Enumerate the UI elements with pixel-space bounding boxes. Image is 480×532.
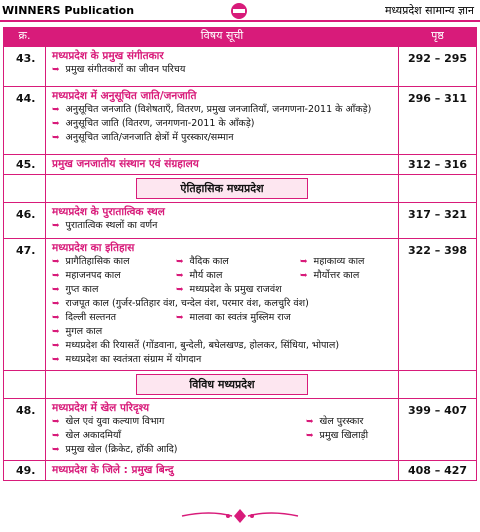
row-pages: 408 – 427	[399, 461, 477, 481]
table-row	[4, 461, 477, 481]
header-rule	[0, 20, 480, 22]
row-topic	[46, 461, 399, 481]
chapter-title: मध्यप्रदेश में खेल परिदृश्य	[52, 402, 150, 414]
section-row	[4, 371, 477, 399]
list-item: ➥ प्रमुख खेल (क्रिकेट, हॉकी आदि)	[52, 444, 178, 455]
arrow-bullet-icon: ➥	[52, 327, 60, 337]
arrow-bullet-icon: ➥	[176, 285, 184, 295]
table-row	[4, 399, 477, 461]
section-title: ऐतिहासिक मध्यप्रदेश	[136, 178, 308, 199]
list-item: ➥ अनुसूचित जनजाति (विशेषताएँ, वितरण, प्रमुख जनजातियाँ, जनगणना-2011 के आँकड़े)	[52, 104, 372, 115]
list-item: ➥ मौर्य काल	[176, 270, 223, 281]
row-topic	[46, 155, 399, 175]
table-row	[4, 155, 477, 175]
arrow-bullet-icon: ➥	[176, 313, 184, 323]
arrow-bullet-icon: ➥	[300, 271, 308, 281]
list-item: ➥ अनुसूचित जाति/जनजाति क्षेत्रों में पुरस्कार/सम्मान	[52, 132, 234, 143]
row-pages: 296 – 311	[399, 87, 477, 155]
row-topic	[46, 47, 399, 87]
arrow-bullet-icon: ➥	[52, 257, 60, 267]
row-pages: 322 – 398	[399, 239, 477, 371]
arrow-bullet-icon: ➥	[176, 257, 184, 267]
list-item: ➥ प्रमुख खिलाड़ी	[306, 430, 369, 441]
row-pages: 292 – 295	[399, 47, 477, 87]
list-item: ➥ मध्यप्रदेश का स्वतंत्रता संग्राम में योगदान	[52, 354, 202, 365]
arrow-bullet-icon: ➥	[52, 445, 60, 455]
arrow-bullet-icon: ➥	[306, 431, 314, 441]
row-pages: 399 – 407	[399, 399, 477, 461]
chapter-title: मध्यप्रदेश का इतिहास	[52, 242, 135, 254]
chapter-title: मध्यप्रदेश में अनुसूचित जाति/जनजाति	[52, 90, 197, 102]
sultanate-row	[46, 311, 398, 325]
arrow-bullet-icon: ➥	[52, 417, 60, 427]
arrow-bullet-icon: ➥	[306, 417, 314, 427]
table-row	[4, 203, 477, 239]
page-header	[0, 0, 480, 22]
arrow-bullet-icon: ➥	[52, 431, 60, 441]
list-item: ➥ मौर्योत्तर काल	[300, 270, 360, 281]
arrow-bullet-icon: ➥	[52, 105, 60, 115]
chapter-title: प्रमुख जनजातीय संस्थान एवं संग्रहालय	[52, 158, 199, 170]
list-item: ➥ मध्यप्रदेश की रियासतें (गोंडवाना, बुन्देली, बघेलखण्ड, होलकर, सिंधिया, भोपाल)	[52, 340, 340, 351]
section-row	[4, 175, 477, 203]
row-topic	[46, 87, 399, 155]
row-pages: 317 – 321	[399, 203, 477, 239]
list-item: ➥ अनुसूचित जाति (वितरण, जनगणना-2011 के आँकड़े)	[52, 118, 255, 129]
list-item: ➥ महाजनपद काल	[52, 270, 121, 281]
list-item: ➥ मालवा का स्वतंत्र मुस्लिम राज	[176, 312, 291, 323]
history-period-grid	[46, 255, 398, 297]
table-row	[4, 87, 477, 155]
arrow-bullet-icon: ➥	[52, 285, 60, 295]
section-title: विविध मध्यप्रदेश	[136, 374, 308, 395]
publisher-name: WINNERS Publication	[2, 4, 135, 17]
winners-logo-icon	[229, 2, 249, 20]
list-item: ➥ खेल पुरस्कार	[306, 416, 364, 427]
arrow-bullet-icon: ➥	[52, 341, 60, 351]
list-item: ➥ पुरातात्विक स्थलों का वर्णन	[52, 220, 158, 231]
arrow-bullet-icon: ➥	[52, 65, 60, 75]
row-number: 43.	[4, 47, 46, 87]
list-item: ➥ मुगल काल	[52, 326, 103, 337]
table-row	[4, 47, 477, 87]
arrow-bullet-icon: ➥	[52, 133, 60, 143]
footer-ornament-icon	[180, 506, 300, 526]
list-item: ➥ राजपूत काल (गुर्जर-प्रतिहार वंश, चन्देल वंश, परमार वंश, कलचुरि वंश)	[52, 298, 309, 309]
chapter-title: मध्यप्रदेश के जिले : प्रमुख बिन्दु	[52, 464, 174, 476]
col-header-topic: विषय सूची	[46, 28, 399, 47]
row-number: 45.	[4, 155, 46, 175]
col-header-no: क्र.	[4, 28, 46, 47]
arrow-bullet-icon: ➥	[52, 313, 60, 323]
list-item: ➥ खेल एवं युवा कल्याण विभाग	[52, 416, 165, 427]
row-topic	[46, 203, 399, 239]
list-item: ➥ वैदिक काल	[176, 256, 229, 267]
list-item: ➥ प्रमुख संगीतकारों का जीवन परिचय	[52, 64, 186, 75]
arrow-bullet-icon: ➥	[176, 271, 184, 281]
row-number: 49.	[4, 461, 46, 481]
row-number: 44.	[4, 87, 46, 155]
list-item: ➥ महाकाव्य काल	[300, 256, 365, 267]
chapter-title: मध्यप्रदेश के प्रमुख संगीतकार	[52, 50, 164, 62]
table-header-row	[4, 28, 477, 47]
list-item: ➥ गुप्त काल	[52, 284, 99, 295]
table-row	[4, 239, 477, 371]
subject-title: मध्यप्रदेश सामान्य ज्ञान	[384, 4, 474, 17]
row-topic	[46, 239, 399, 371]
arrow-bullet-icon: ➥	[52, 221, 60, 231]
arrow-bullet-icon: ➥	[52, 119, 60, 129]
arrow-bullet-icon: ➥	[52, 299, 60, 309]
list-item: ➥ प्रागैतिहासिक काल	[52, 256, 130, 267]
row-number: 48.	[4, 399, 46, 461]
row-pages: 312 – 316	[399, 155, 477, 175]
list-item: ➥ खेल अकादमियाँ	[52, 430, 121, 441]
list-item: ➥ मध्यप्रदेश के प्रमुख राजवंश	[176, 284, 282, 295]
row-number: 46.	[4, 203, 46, 239]
sports-grid	[46, 415, 398, 457]
row-topic	[46, 399, 399, 461]
list-item: ➥ दिल्ली सल्तनत	[52, 312, 117, 323]
arrow-bullet-icon: ➥	[52, 355, 60, 365]
row-number: 47.	[4, 239, 46, 371]
arrow-bullet-icon: ➥	[300, 257, 308, 267]
col-header-page: पृष्ठ	[399, 28, 477, 47]
contents-table	[3, 27, 477, 481]
arrow-bullet-icon: ➥	[52, 271, 60, 281]
chapter-title: मध्यप्रदेश के पुरातात्विक स्थल	[52, 206, 165, 218]
